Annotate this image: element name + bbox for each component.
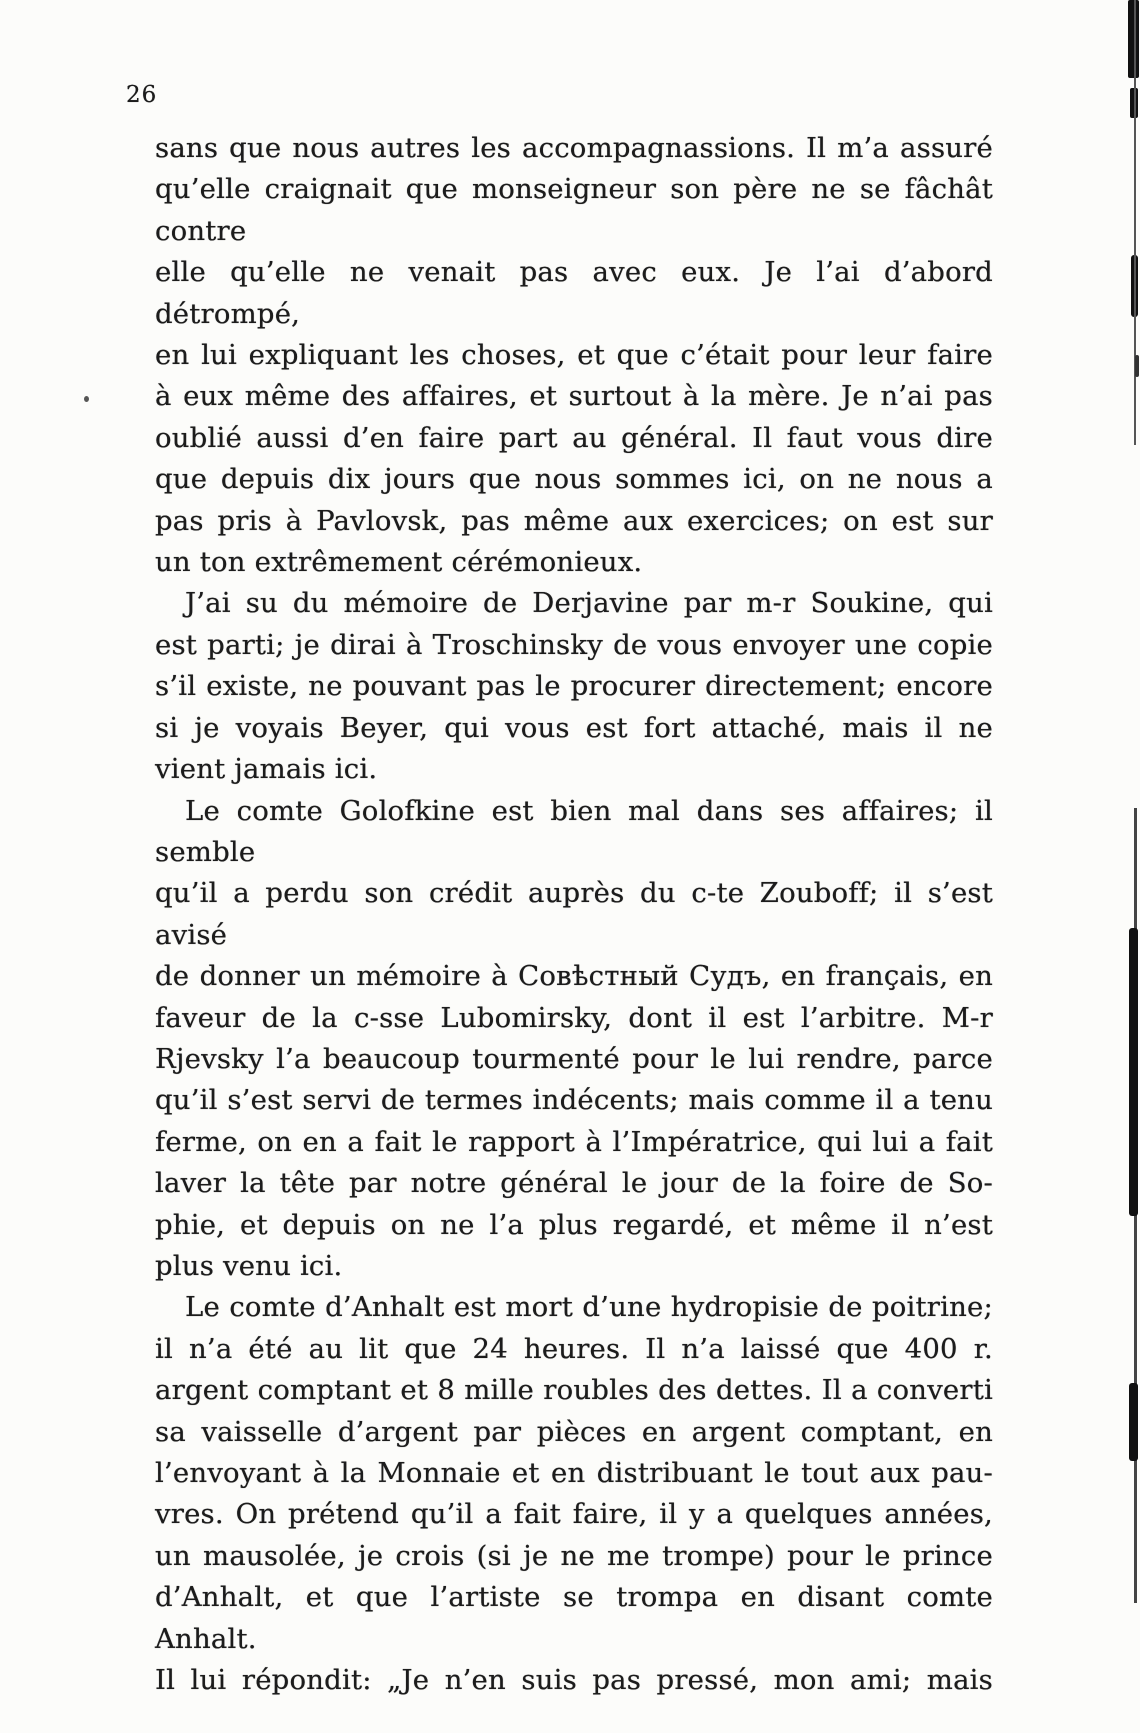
text-line: un ton extrêmement cérémonieux. [155,546,643,579]
text-line: est parti; je dirai à Troschinsky de vous envoyer une copie [155,628,993,661]
text-block [155,128,993,1701]
paragraph [155,791,993,1288]
text-line: si je voyais Beyer, qui vous est fort attaché, mais il ne [155,711,993,744]
text-line: il n’a été au lit que 24 heures. Il n’a laissé que 400 r. [155,1332,993,1365]
text-line: pas pris à Pavlovsk, pas même aux exercices; on est sur [155,504,993,537]
text-line: Le comte Golofkine est bien mal dans ses affaires; il semble [155,794,993,868]
text-line: s’il existe, ne pouvant pas le procurer directement; encore [155,670,993,703]
scan-artifact [1135,355,1139,377]
scan-artifact [1129,1383,1138,1461]
scan-artifact [1134,0,1136,445]
text-line: de donner un mémoire à Совѣстный Судъ, en français, en [155,960,993,993]
text-line: plus venu ici. [155,1249,343,1282]
text-line: oublié aussi d’en faire part au général. Il faut vous dire [155,421,993,454]
text-line: laver la tête par notre général le jour de la foire de So- [155,1167,993,1200]
text-line: qu’elle craignait que monseigneur son père ne se fâchât contre [155,173,993,247]
text-line: argent comptant et 8 mille roubles des dettes. Il a converti [155,1374,993,1407]
text-line: faveur de la c-sse Lubomirsky, dont il est l’arbitre. M-r [155,1001,993,1034]
text-line: vres. On prétend qu’il a fait faire, il y a quelques années, [155,1498,993,1531]
text-line: à eux même des affaires, et surtout à la mère. Je n’ai pas [155,380,993,413]
text-line: phie, et depuis on ne l’a plus regardé, et même il n’est [155,1208,993,1241]
paragraph [155,583,993,790]
text-line: d’Anhalt, et que l’artiste se trompa en disant comte Anhalt. [155,1581,993,1655]
text-line: en lui expliquant les choses, et que c’était pour leur faire [155,339,993,372]
page-number: 26 [126,82,158,108]
text-line: ferme, on en a fait le rapport à l’Impératrice, qui lui a fait [155,1125,993,1158]
text-line: qu’il s’est servi de termes indécents; mais comme il a tenu [155,1084,993,1117]
text-line: Le comte d’Anhalt est mort d’une hydropisie de poitrine; [185,1291,993,1324]
ink-spot [84,396,89,402]
text-line: elle qu’elle ne venait pas avec eux. Je l’ai d’abord détrompé, [155,256,993,330]
text-line: J’ai su du mémoire de Derjavine par m-r Soukine, qui [185,587,993,620]
text-line: un mausolée, je crois (si je ne me trompe) pour le prince [155,1539,993,1572]
text-line: sa vaisselle d’argent par pièces en argent comptant, en [155,1415,993,1448]
text-line: vient jamais ici. [155,753,378,786]
paragraph [155,1287,993,1701]
text-line: Il lui répondit: „Je n’en suis pas pressé, mon ami; mais [155,1664,993,1697]
paragraph [155,128,993,583]
text-line: que depuis dix jours que nous sommes ici, on ne nous a [155,463,993,496]
text-line: qu’il a perdu son crédit auprès du c-te Zouboff; il s’est avisé [155,877,993,951]
scan-artifact [1129,928,1138,1216]
text-line: sans que nous autres les accompagnassions. Il m’a assuré [155,132,993,164]
text-line: Rjevsky l’a beaucoup tourmenté pour le lui rendre, parce [155,1042,993,1075]
text-line: l’envoyant à la Monnaie et en distribuant le tout aux pau- [155,1457,993,1489]
